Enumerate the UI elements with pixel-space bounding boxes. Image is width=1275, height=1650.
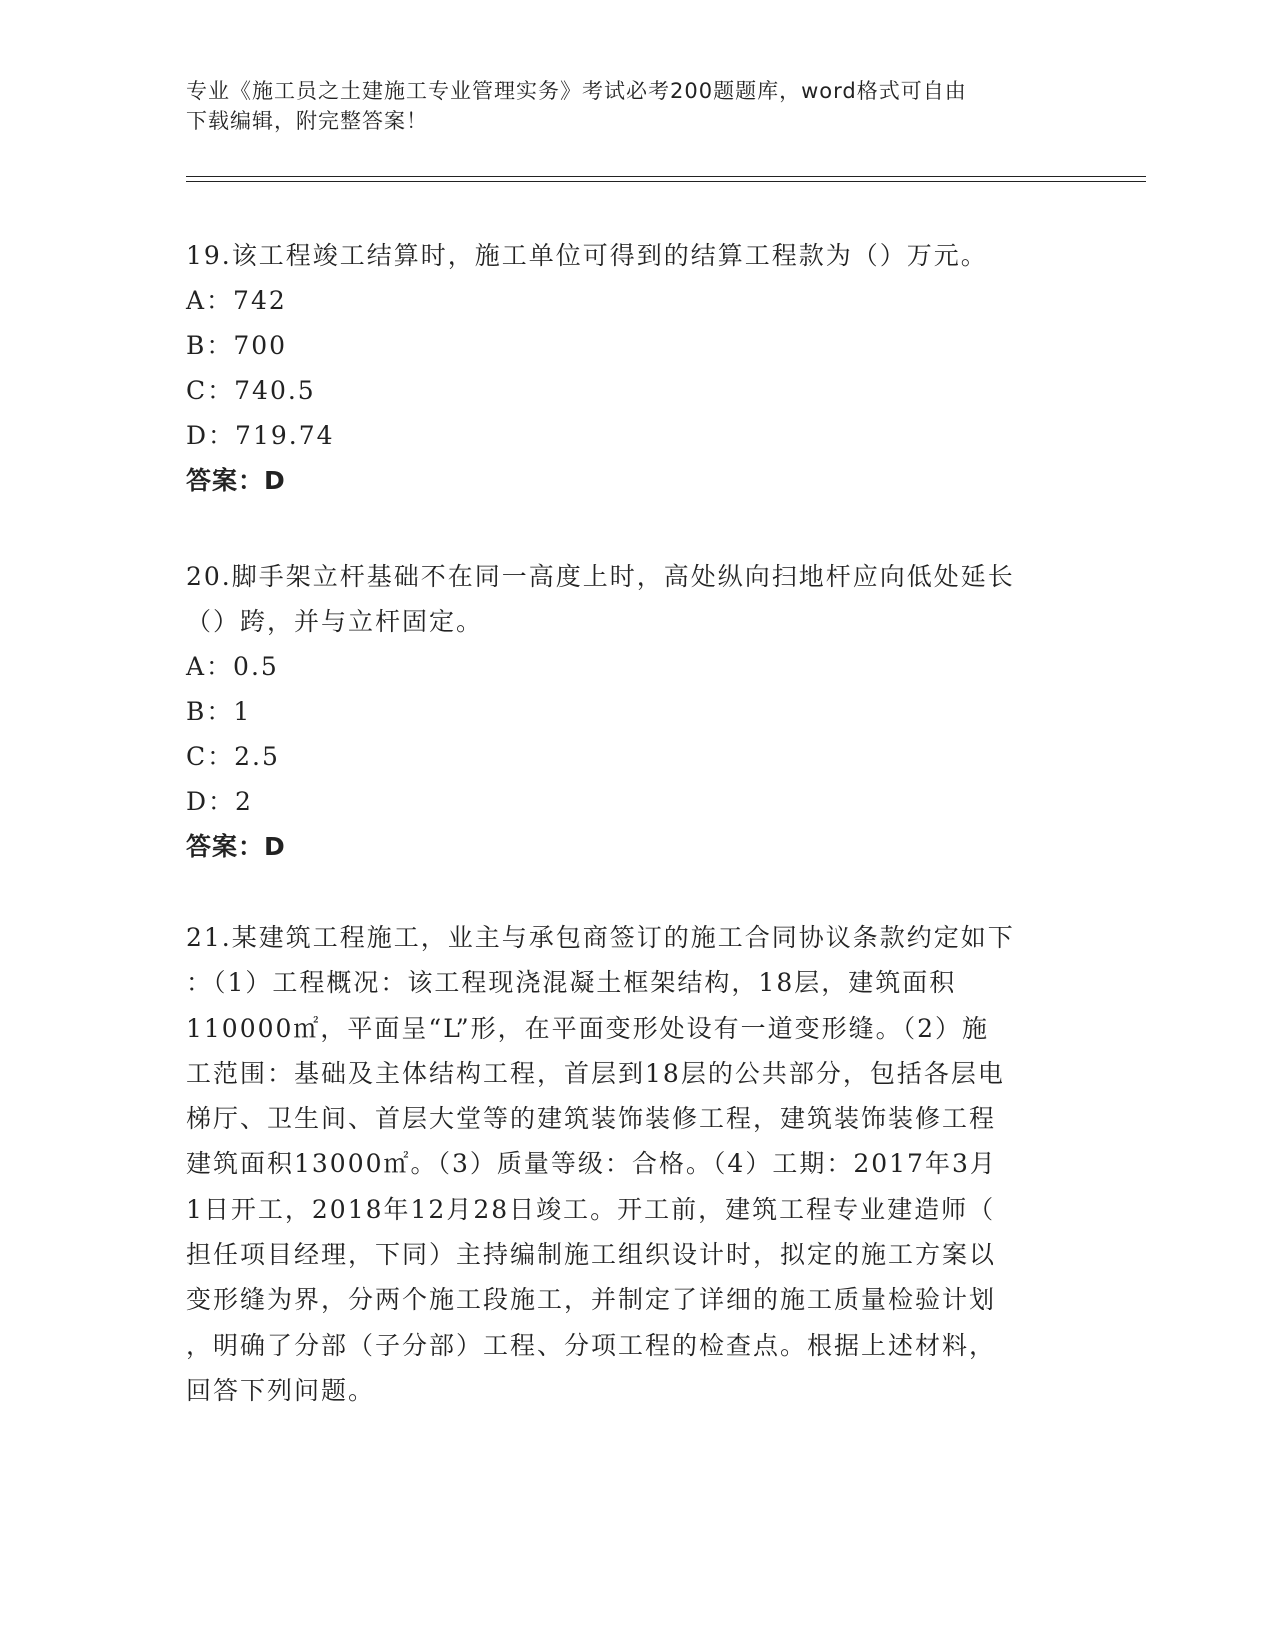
header-line-1: 专业《施工员之土建施工专业管理实务》考试必考200题题库，word格式可自由 [186,79,967,103]
option-d: D：2 [186,787,253,816]
question-stem-line-2: （）跨，并与立杆固定。 [186,607,484,636]
answer: 答案：D [186,466,286,495]
question-20 [186,554,1066,869]
question-19 [186,233,1066,503]
option-d: D：719.74 [186,421,335,450]
question-stem-line: 21.某建筑工程施工，业主与承包商签订的施工合同协议条款约定如下 [186,923,1015,952]
answer: 答案：D [186,832,286,861]
option-c: C：740.5 [186,376,316,405]
question-stem-line: 工范围：基础及主体结构工程，首层到18层的公共部分，包括各层电 [186,1058,1005,1088]
question-stem-line: ：（1）工程概况：该工程现浇混凝土框架结构，18层，建筑面积 [186,968,957,998]
question-stem-line: 回答下列问题。 [186,1375,376,1405]
question-stem-line: ，明确了分部（子分部）工程、分项工程的检查点。根据上述材料， [186,1330,997,1360]
header-divider-bottom [186,181,1146,182]
question-stem-line: 1日开工，2018年12月28日竣工。开工前，建筑工程专业建造师（ [186,1194,996,1224]
header-line-2: 下载编辑，附完整答案！ [186,109,428,133]
question-stem-line: 110000㎡，平面呈“L”形，在平面变形处设有一道变形缝。（2）施 [186,1013,990,1043]
document-header [186,76,1066,136]
question-stem-line: 变形缝为界，分两个施工段施工，并制定了详细的施工质量检验计划 [186,1285,997,1315]
question-21 [186,915,1066,1413]
option-a: A：742 [186,286,287,315]
header-divider-top [186,176,1146,177]
option-a: A：0.5 [186,652,279,681]
question-stem-line: 梯厅、卫生间、首层大堂等的建筑装饰装修工程，建筑装饰装修工程 [186,1104,997,1134]
question-stem-line-1: 20.脚手架立杆基础不在同一高度上时，高处纵向扫地杆应向低处延长 [186,562,1015,591]
option-c: C：2.5 [186,742,280,771]
question-stem: 19.该工程竣工结算时，施工单位可得到的结算工程款为（）万元。 [186,241,988,270]
question-stem-line: 担任项目经理，下同）主持编制施工组织设计时，拟定的施工方案以 [186,1240,997,1270]
option-b: B：700 [186,331,288,360]
option-b: B：1 [186,697,252,726]
question-stem-line: 建筑面积13000㎡。（3）质量等级：合格。（4）工期：2017年3月 [186,1149,997,1179]
